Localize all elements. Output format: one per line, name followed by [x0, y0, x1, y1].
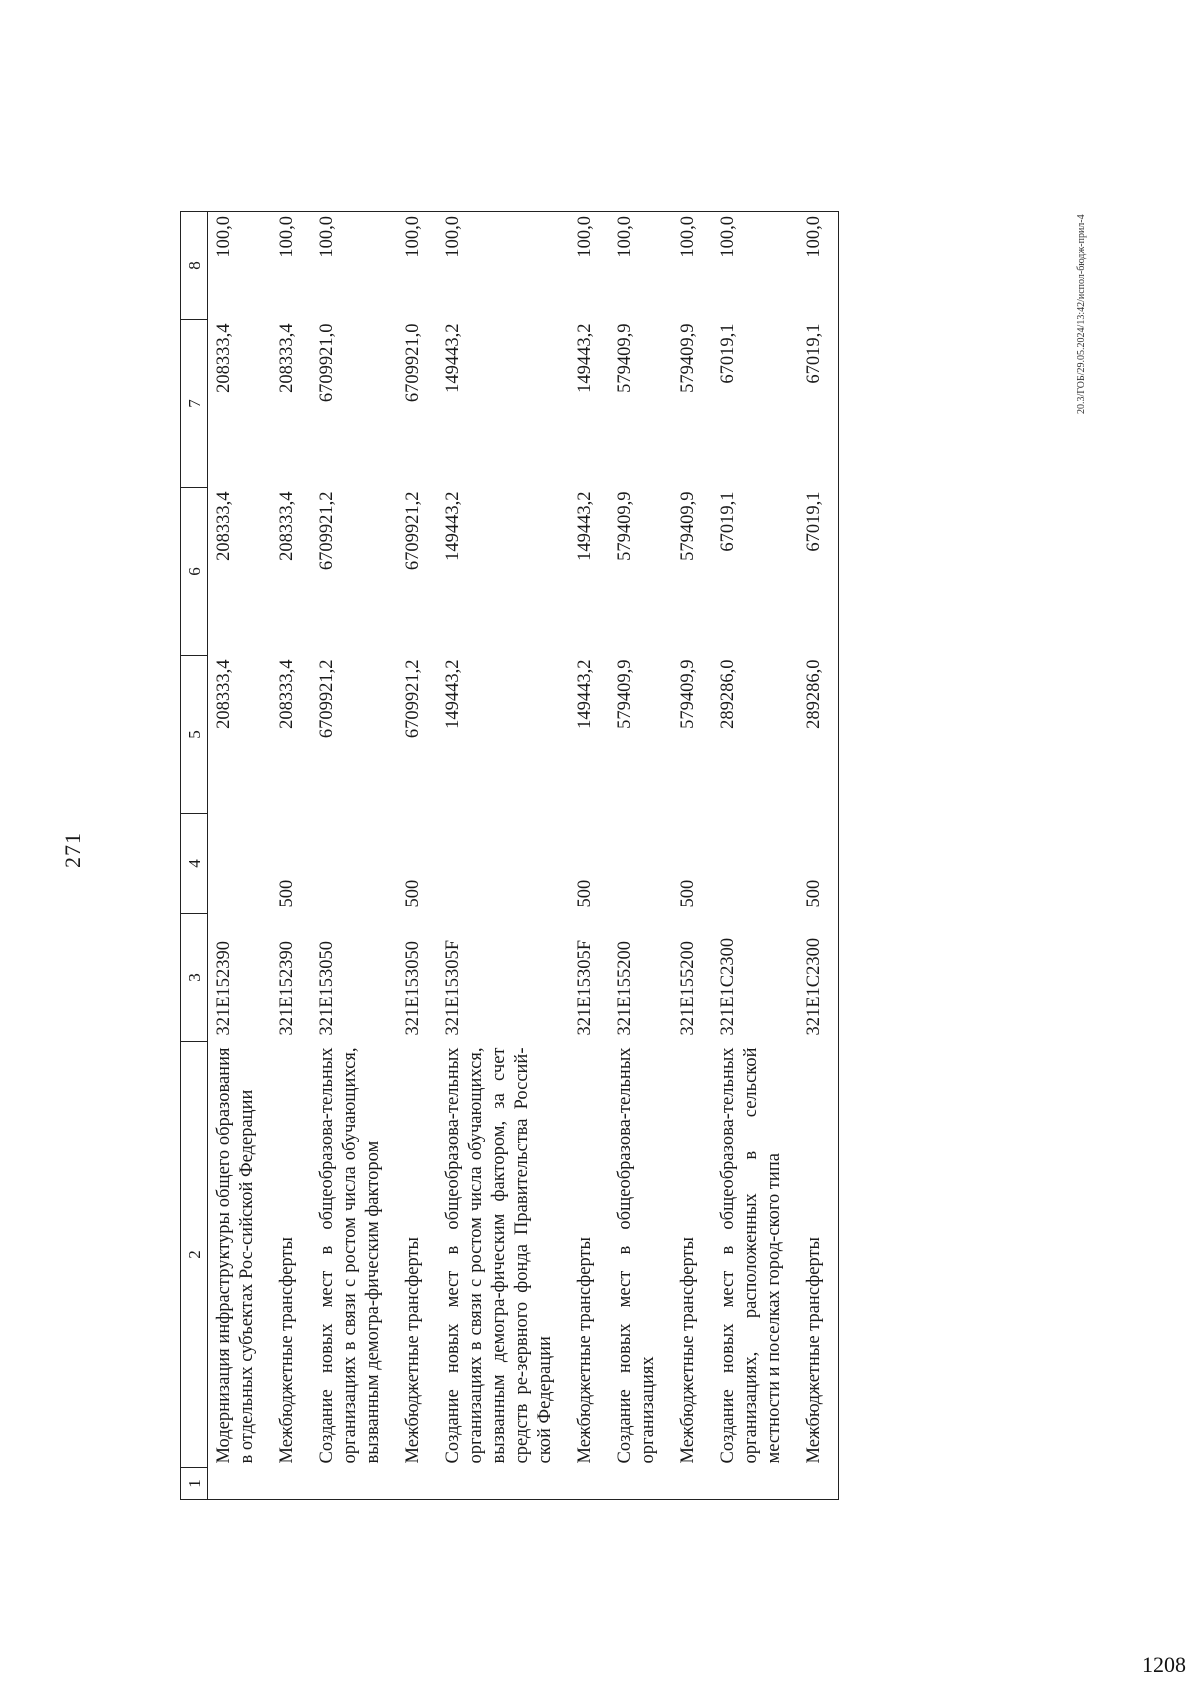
- description-cell: Создание новых мест в общеобразова-тельных организациях в связи с ростом числа обучающихся, вызванным демогра-фическим фактором: [317, 1047, 383, 1464]
- table-row: [798, 212, 839, 1500]
- amount-cell: 6709921,2: [403, 491, 423, 571]
- description-cell: Межбюджетные трансферты: [575, 1237, 595, 1464]
- header-cell: 7: [181, 320, 208, 488]
- row-number-cell: [672, 1468, 712, 1500]
- amount-cell: 67019,1: [798, 488, 839, 656]
- target-article-cell: 321E152390: [277, 940, 297, 1036]
- target-article-cell: 321E1C2300: [798, 914, 839, 1042]
- rotated-page: [0, 54, 1200, 1694]
- amount-cell: 149443,2: [443, 323, 463, 393]
- amount-cell: 289286,0: [798, 656, 839, 814]
- amount-cell: 579409,9: [678, 491, 698, 561]
- percent-cell: 100,0: [712, 212, 798, 320]
- target-article-cell: 321E155200: [615, 940, 635, 1036]
- description-cell: Создание новых мест в общеобразова-тельных организациях, расположенных в сельской местности и поселках город-ского типа: [718, 1047, 784, 1464]
- amount-cell: 208333,4: [214, 323, 234, 393]
- row-number-cell: [712, 1468, 798, 1500]
- amount-cell: 208333,4: [277, 659, 297, 729]
- table-row: [208, 212, 272, 1500]
- amount-cell: 6709921,2: [403, 659, 423, 739]
- expense-type-cell: 500: [798, 814, 839, 914]
- expense-type-cell: [609, 814, 672, 914]
- table-row: [311, 212, 397, 1500]
- row-number-cell: [271, 1468, 311, 1500]
- scan-page-number: 1208: [1142, 1652, 1186, 1677]
- amount-cell: 289286,0: [718, 659, 738, 729]
- amount-cell: 6709921,0: [403, 323, 423, 403]
- header-cell: 5: [181, 656, 208, 814]
- percent-cell: 100,0: [437, 212, 569, 320]
- amount-cell: 579409,9: [678, 323, 698, 393]
- description-cell: Межбюджетные трансферты: [678, 1237, 698, 1464]
- table-row: [397, 212, 437, 1500]
- amount-cell: 149443,2: [575, 323, 595, 393]
- amount-cell: 208333,4: [214, 491, 234, 561]
- expense-type-cell: [712, 814, 798, 914]
- target-article-cell: 321E153050: [403, 940, 423, 1036]
- amount-cell: 579409,9: [615, 323, 635, 393]
- description-cell: Модернизация инфраструктуры общего образования в отдельных субъектах Рос-сийской Федерации: [214, 1047, 257, 1464]
- header-cell: 8: [181, 212, 208, 320]
- header-cell: 4: [181, 814, 208, 914]
- header-cell: 3: [181, 914, 208, 1042]
- table-row: [712, 212, 798, 1500]
- table-row: [271, 212, 311, 1500]
- page-number: 271: [60, 832, 85, 868]
- expense-type-cell: [208, 814, 272, 914]
- expense-type-cell: 500: [277, 879, 297, 908]
- expense-type-cell: [311, 814, 397, 914]
- description-cell: Создание новых мест в общеобразова-тельных организациях: [615, 1047, 658, 1464]
- expense-type-cell: 500: [678, 879, 698, 908]
- target-article-cell: 321E152390: [214, 940, 234, 1036]
- description-cell: Межбюджетные трансферты: [403, 1237, 423, 1464]
- amount-cell: 579409,9: [615, 491, 635, 561]
- document-footer-code: 20.3/ГОБ/29.05.2024/13:42/испол-бюдж-прил-4: [1076, 214, 1087, 414]
- row-number-cell: [798, 1468, 839, 1500]
- amount-cell: 149443,2: [443, 491, 463, 561]
- expense-type-cell: [437, 814, 569, 914]
- row-number-cell: [569, 1468, 609, 1500]
- amount-cell: 149443,2: [575, 491, 595, 561]
- header-row: [181, 212, 208, 1500]
- percent-cell: 100,0: [609, 212, 672, 320]
- amount-cell: 579409,9: [678, 659, 698, 729]
- amount-cell: 67019,1: [718, 323, 738, 384]
- row-number-cell: [311, 1468, 397, 1500]
- target-article-cell: 321E155200: [678, 940, 698, 1036]
- percent-cell: 100,0: [397, 212, 437, 320]
- header-cell: 2: [181, 1042, 208, 1468]
- amount-cell: 208333,4: [214, 659, 234, 729]
- amount-cell: 6709921,0: [317, 323, 337, 403]
- amount-cell: 208333,4: [277, 491, 297, 561]
- amount-cell: 208333,4: [277, 323, 297, 393]
- budget-table: [180, 211, 839, 1500]
- description-cell: Межбюджетные трансферты: [798, 1042, 839, 1468]
- target-article-cell: 321E1C2300: [718, 937, 738, 1036]
- amount-cell: 6709921,2: [317, 659, 337, 739]
- amount-cell: 579409,9: [615, 659, 635, 729]
- amount-cell: 149443,2: [443, 659, 463, 729]
- amount-cell: 6709921,2: [317, 491, 337, 571]
- percent-cell: 100,0: [569, 212, 609, 320]
- table-row: [672, 212, 712, 1500]
- row-number-cell: [397, 1468, 437, 1500]
- amount-cell: 67019,1: [718, 491, 738, 552]
- percent-cell: 100,0: [672, 212, 712, 320]
- row-number-cell: [208, 1468, 272, 1500]
- header-cell: 1: [181, 1468, 208, 1500]
- row-number-cell: [609, 1468, 672, 1500]
- row-number-cell: [437, 1468, 569, 1500]
- expense-type-cell: 500: [403, 879, 423, 908]
- header-cell: 6: [181, 488, 208, 656]
- table-row: [609, 212, 672, 1500]
- description-cell: Создание новых мест в общеобразова-тельных организациях в связи с ростом числа обучающихся, вызванным демогра-фическим фактором, за счет средств ре-зервного фонда Правительства Россий-ской Федерации: [443, 1047, 555, 1464]
- percent-cell: 100,0: [798, 212, 839, 320]
- description-cell: Межбюджетные трансферты: [277, 1237, 297, 1464]
- target-article-cell: 321E15305F: [443, 939, 463, 1036]
- percent-cell: 100,0: [271, 212, 311, 320]
- amount-cell: 149443,2: [575, 659, 595, 729]
- amount-cell: 67019,1: [798, 320, 839, 488]
- table-row: [569, 212, 609, 1500]
- target-article-cell: 321E153050: [317, 940, 337, 1036]
- percent-cell: 100,0: [208, 212, 272, 320]
- table-row: [437, 212, 569, 1500]
- percent-cell: 100,0: [311, 212, 397, 320]
- expense-type-cell: 500: [575, 879, 595, 908]
- target-article-cell: 321E15305F: [575, 939, 595, 1036]
